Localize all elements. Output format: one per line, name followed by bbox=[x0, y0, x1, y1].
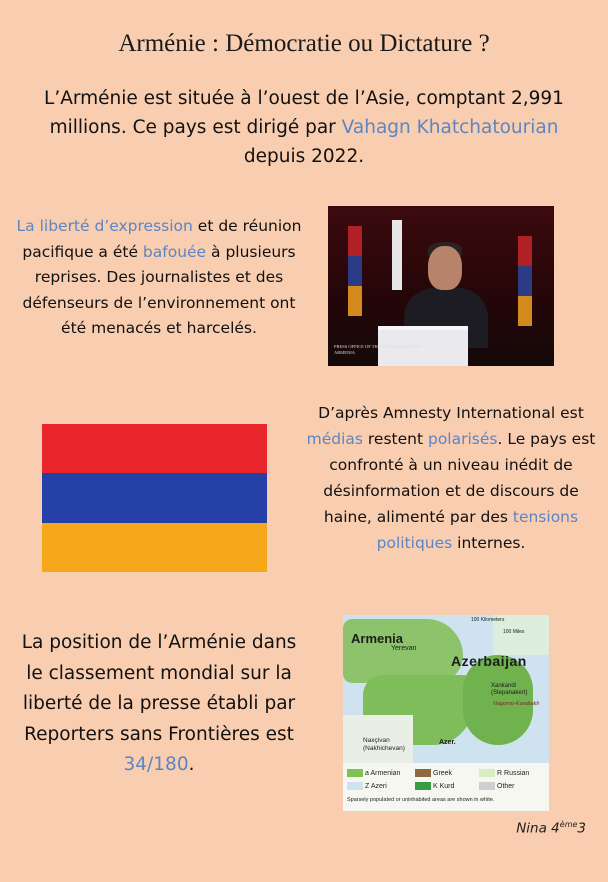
block2-text-3: . Le pays est confronté à un niveau inédit de désinformation et de discours de haine, alimenté par des bbox=[323, 430, 596, 526]
signature-name: Nina 4 bbox=[516, 820, 560, 837]
signature-sup: ème bbox=[559, 820, 578, 829]
block2-text-1: D’après Amnesty International est bbox=[318, 404, 584, 422]
intro-text-1: L’Arménie est située à l’ouest de l’Asie, comptant 2,991 millions. Ce pays est dirigé par bbox=[44, 88, 564, 138]
map-label-azerbaijan: Azerbaijan bbox=[451, 653, 527, 669]
highlight-freedom-expression: La liberté d’expression bbox=[16, 217, 193, 235]
amnesty-paragraph bbox=[306, 400, 596, 556]
block3-text-2: . bbox=[188, 754, 195, 775]
leader-speech-photo bbox=[328, 206, 554, 366]
map-legend bbox=[343, 763, 549, 811]
map-label-xankendi: Xankandi (Stepanakert) bbox=[491, 683, 528, 696]
photo-flag-orange bbox=[348, 286, 362, 316]
page-title: Arménie : Démocratie ou Dictature ? bbox=[118, 30, 490, 57]
map-label-armenia: Armenia bbox=[351, 631, 404, 646]
map-label-nakhchivan: Naxçivan (Nakhichevan) bbox=[363, 737, 405, 752]
legend-armenian: a Armenian bbox=[347, 769, 400, 777]
map-scale-miles: 100 Miles bbox=[503, 629, 525, 635]
highlight-tensions: tensions politiques bbox=[376, 508, 579, 552]
photo-flag-red bbox=[348, 226, 362, 256]
photo-flag2-orange bbox=[518, 296, 532, 326]
legend-greek: Greek bbox=[415, 769, 452, 777]
flag-blue-stripe bbox=[42, 473, 267, 522]
photo-speaker-head bbox=[428, 246, 462, 290]
map-label-yerevan: Yerevan bbox=[391, 645, 417, 652]
press-ranking-paragraph bbox=[14, 628, 304, 781]
highlight-medias: médias bbox=[306, 430, 363, 448]
photo-flag-blue bbox=[348, 256, 362, 286]
block1-text-1: et de réunion pacifique a été bbox=[22, 217, 302, 261]
photo-caption: PRESS OFFICE OF THE GOVERNMENT OF ARMENIA bbox=[334, 344, 420, 355]
map-label-karabakh: Nagorno-Karabakh bbox=[493, 701, 540, 707]
freedom-of-expression-paragraph bbox=[14, 214, 304, 342]
ethnic-map bbox=[343, 615, 549, 811]
block2-text-4: internes. bbox=[452, 534, 526, 552]
photo-flag2-red bbox=[518, 236, 532, 266]
legend-kurd: K Kurd bbox=[415, 782, 454, 790]
leader-name: Vahagn Khatchatourian bbox=[341, 117, 559, 138]
intro-text-2: depuis 2022. bbox=[243, 146, 365, 167]
armenia-flag bbox=[42, 424, 267, 572]
flag-red-stripe bbox=[42, 424, 267, 473]
map-scale-km: 100 Kilometers bbox=[471, 617, 505, 623]
photo-flag2-blue bbox=[518, 266, 532, 296]
block3-text-1: La position de l’Arménie dans le classement mondial sur la liberté de la presse établi par Reporters sans Frontières est bbox=[21, 632, 297, 745]
highlight-polarises: polarisés bbox=[427, 430, 498, 448]
author-signature bbox=[516, 820, 586, 837]
legend-russian: R Russian bbox=[479, 769, 529, 777]
map-label-azer: Azer. bbox=[439, 739, 456, 746]
intro-paragraph bbox=[30, 84, 578, 171]
flag-orange-stripe bbox=[42, 523, 267, 572]
highlight-bafouee: bafouée bbox=[142, 242, 207, 261]
block1-text-2: à plusieurs reprises. Des journalistes et des défenseurs de l’environnement ont été menacés et harcelés. bbox=[22, 242, 296, 337]
legend-azeri: Z Azeri bbox=[347, 782, 387, 790]
legend-note: Sparsely populated or uninhabited areas are shown in white. bbox=[347, 797, 495, 803]
signature-class: 3 bbox=[577, 820, 586, 837]
legend-other: Other bbox=[479, 782, 515, 790]
photo-white-flag bbox=[392, 220, 402, 290]
highlight-ranking: 34/180 bbox=[123, 754, 189, 775]
block2-text-2: restent bbox=[362, 430, 428, 448]
